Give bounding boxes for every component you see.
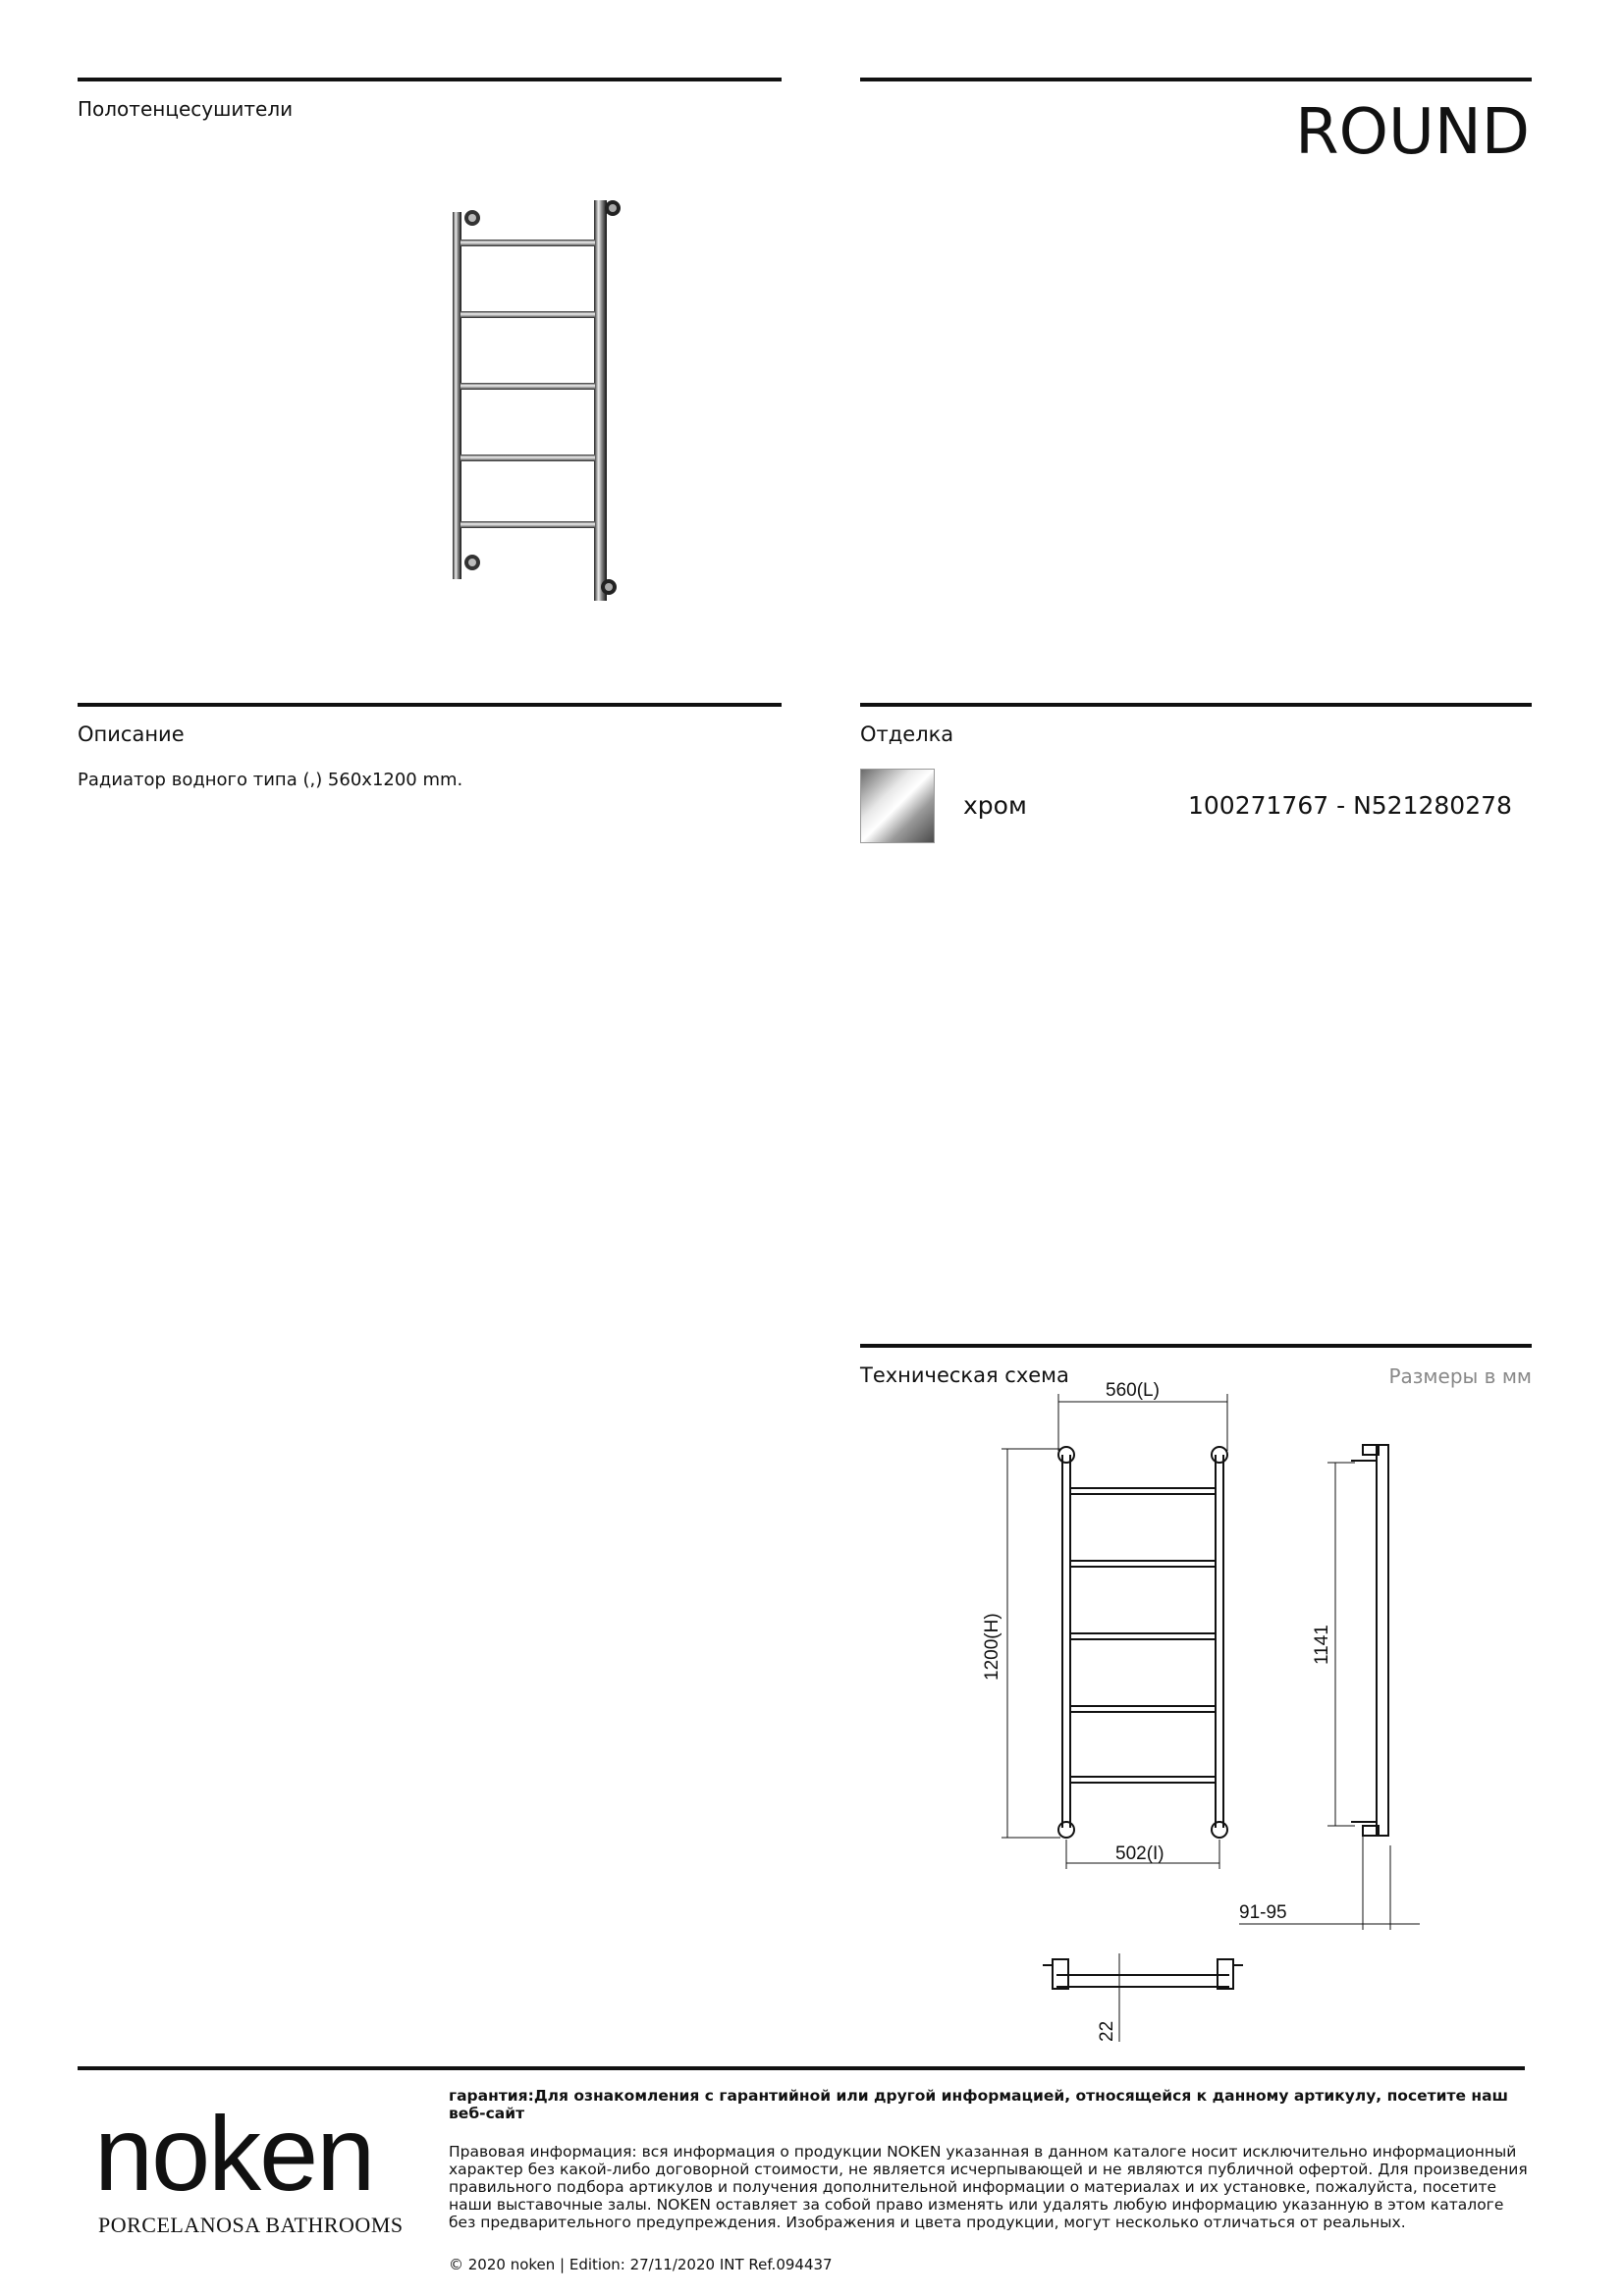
rule-finish	[860, 703, 1532, 707]
rule-technical	[860, 1344, 1532, 1348]
technical-drawing	[962, 1374, 1434, 2061]
dim-tube-label: 22	[1097, 2020, 1117, 2042]
rule-description	[78, 703, 782, 707]
dim-width-label: 560(L)	[1106, 1380, 1160, 1401]
dim-inner-label: 502(I)	[1115, 1843, 1164, 1864]
legal-text: Правовая информация: вся информация о продукции NOKEN указанная в данном каталоге носит исключительно информационный характер без какой-либо договорной стоимости, не является исчерпывающей и не являются публичной офертой. Для произведения правильного подбора артикулов и получения дополнительной информации о материалах и их установке, пожалуйста, посетите наши выставочные залы. NOKEN оставляет за собой право изменять или удалять любую информацию указанную в этом каталоге без предварительного предупреждения. Изображения и цвета продукции, могут несколько отличаться от реальных.	[449, 2143, 1528, 2231]
brand-subtitle: PORCELANOSA BATHROOMS	[98, 2213, 404, 2237]
dim-height-label: 1200(H)	[982, 1613, 1002, 1681]
finish-code: 100271767 - N521280278	[1188, 791, 1512, 820]
description-text: Радиатор водного типа (,) 560x1200 mm.	[78, 770, 463, 790]
units-note: Размеры в мм	[1388, 1364, 1532, 1388]
brand-logo: noken	[94, 2094, 374, 2213]
dim-depth-label: 91-95	[1239, 1902, 1287, 1923]
finish-name: хром	[963, 791, 1027, 820]
finish-swatch	[860, 769, 935, 843]
description-heading: Описание	[78, 722, 185, 746]
category-label: Полотенцесушители	[78, 97, 294, 121]
copyright-text: © 2020 noken | Edition: 27/11/2020 INT Ref.094437	[449, 2256, 833, 2273]
technical-heading: Техническая схема	[860, 1363, 1069, 1387]
finish-heading: Отделка	[860, 722, 954, 746]
product-title: ROUND	[1295, 96, 1530, 169]
rule-top-right	[860, 78, 1532, 81]
rule-top-left	[78, 78, 782, 81]
warranty-text: гарантия:Для ознакомления с гарантийной или другой информацией, относящейся к данному артикулу, посетите наш веб-сайт	[449, 2087, 1509, 2122]
rule-footer	[78, 2066, 1525, 2070]
dim-side-height-label: 1141	[1312, 1625, 1332, 1665]
product-image	[447, 196, 643, 609]
